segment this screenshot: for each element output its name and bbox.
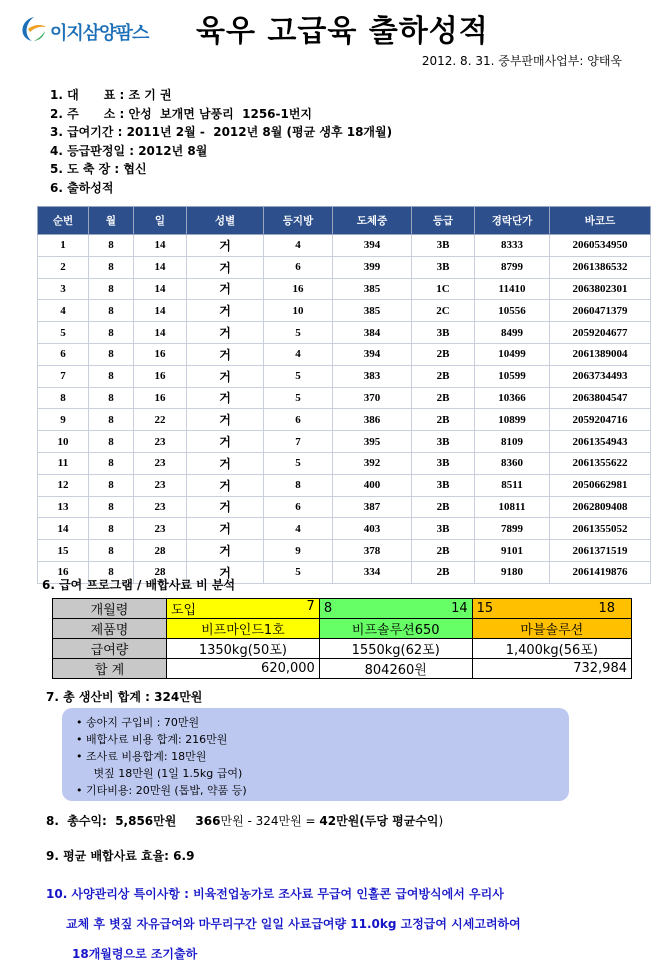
- age-end: 7: [306, 599, 315, 614]
- shipment-cell: 10: [264, 300, 333, 322]
- shipment-cell: 1: [38, 235, 89, 257]
- shipment-cell: 7: [38, 365, 89, 387]
- shipment-cell: 8: [89, 322, 134, 344]
- shipment-cell: 10599: [475, 365, 550, 387]
- age-start: 8: [323, 601, 333, 616]
- shipment-cell: 2061419876: [550, 561, 651, 583]
- shipment-cell: 2059204716: [550, 409, 651, 431]
- profit-net: 42만원(두당 평균수익: [319, 814, 439, 828]
- shipment-cell: 6: [264, 256, 333, 278]
- shipment-cell: 거: [187, 365, 264, 387]
- shipment-row: [38, 343, 651, 365]
- shipment-row: [38, 322, 651, 344]
- shipment-cell: 거: [187, 452, 264, 474]
- shipment-cell: 23: [134, 496, 187, 518]
- profit-close: ): [438, 814, 444, 828]
- shipment-cell: 8: [264, 474, 333, 496]
- shipment-cell: 23: [134, 518, 187, 540]
- shipment-cell: 8: [89, 409, 134, 431]
- info-feeding-period: 3. 급여기간 : 2011년 2월 - 2012년 8월 (평균 생후 18개월): [50, 125, 393, 139]
- feed-product-row: [53, 619, 632, 639]
- shipment-cell: 9: [38, 409, 89, 431]
- shipment-cell: 7899: [475, 518, 550, 540]
- shipment-cell: 14: [38, 518, 89, 540]
- shipment-cell: 2060534950: [550, 235, 651, 257]
- shipment-cell: 28: [134, 540, 187, 562]
- cost-breakdown-box: [62, 708, 569, 801]
- farm-info: [50, 86, 392, 197]
- shipment-cell: 392: [333, 452, 412, 474]
- cost-line: • 배합사료 비용 합계: 216만원: [76, 733, 228, 746]
- shipment-cell: 2B: [412, 343, 475, 365]
- shipment-cell: 16: [264, 278, 333, 300]
- profit-formula: 만원 - 324만원 =: [220, 814, 320, 828]
- shipment-cell: 399: [333, 256, 412, 278]
- logo-text: 이지삼양팜스: [50, 23, 149, 44]
- shipment-cell: 394: [333, 343, 412, 365]
- shipment-cell: 12: [38, 474, 89, 496]
- shipment-cell: 2B: [412, 540, 475, 562]
- shipment-cell: 403: [333, 518, 412, 540]
- shipment-cell: 2061371519: [550, 540, 651, 562]
- shipment-cell: 8109: [475, 431, 550, 453]
- shipment-cell: 2060471379: [550, 300, 651, 322]
- shipment-cell: 23: [134, 474, 187, 496]
- shipment-cell: 2C: [412, 300, 475, 322]
- shipment-cell: 16: [38, 561, 89, 583]
- shipment-cell: 10811: [475, 496, 550, 518]
- shipment-cell: 2059204677: [550, 322, 651, 344]
- shipment-cell: 386: [333, 409, 412, 431]
- shipment-row: [38, 431, 651, 453]
- shipment-cell: 400: [333, 474, 412, 496]
- shipment-cell: 384: [333, 322, 412, 344]
- shipment-cell: 14: [134, 256, 187, 278]
- shipment-cell: 거: [187, 518, 264, 540]
- shipment-cell: 10499: [475, 343, 550, 365]
- shipment-cell: 4: [264, 518, 333, 540]
- shipment-cell: 5: [264, 561, 333, 583]
- shipment-cell: 5: [264, 322, 333, 344]
- col-header: 성별: [187, 207, 264, 235]
- shipment-cell: 2062809408: [550, 496, 651, 518]
- shipment-cell: 8: [89, 235, 134, 257]
- shipment-row: [38, 409, 651, 431]
- shipment-cell: 3B: [412, 452, 475, 474]
- shipment-cell: 2063804547: [550, 387, 651, 409]
- shipment-cell: 4: [264, 343, 333, 365]
- shipment-cell: 8333: [475, 235, 550, 257]
- shipment-cell: 2061354943: [550, 431, 651, 453]
- shipment-table: [37, 206, 651, 584]
- shipment-cell: 3B: [412, 256, 475, 278]
- shipment-cell: 9: [264, 540, 333, 562]
- shipment-cell: 22: [134, 409, 187, 431]
- shipment-cell: 8: [89, 256, 134, 278]
- shipment-cell: 2: [38, 256, 89, 278]
- shipment-cell: 3B: [412, 431, 475, 453]
- col-header: 바코드: [550, 207, 651, 235]
- col-header: 경락단가: [475, 207, 550, 235]
- shipment-cell: 14: [134, 235, 187, 257]
- age-end: 14: [451, 601, 468, 616]
- cost-line: • 기타비용: 20만원 (톱밥, 약품 등): [76, 784, 247, 797]
- shipment-cell: 거: [187, 540, 264, 562]
- shipment-cell: 5: [264, 452, 333, 474]
- info-grading-date: 4. 등급판정일 : 2012년 8월: [50, 143, 208, 158]
- shipment-cell: 8511: [475, 474, 550, 496]
- shipment-cell: 23: [134, 431, 187, 453]
- shipment-cell: 8: [89, 496, 134, 518]
- shipment-cell: 거: [187, 474, 264, 496]
- shipment-cell: 16: [134, 387, 187, 409]
- shipment-cell: 9180: [475, 561, 550, 583]
- shipment-cell: 5: [38, 322, 89, 344]
- shipment-row: [38, 540, 651, 562]
- shipment-cell: 거: [187, 300, 264, 322]
- shipment-cell: 9101: [475, 540, 550, 562]
- shipment-cell: 8: [89, 365, 134, 387]
- shipment-cell: 2B: [412, 409, 475, 431]
- shipment-cell: 14: [134, 300, 187, 322]
- shipment-cell: 7: [264, 431, 333, 453]
- shipment-cell: 394: [333, 235, 412, 257]
- info-representative: 1. 대 표 : 조 기 권: [50, 88, 172, 102]
- shipment-cell: 8: [89, 278, 134, 300]
- feed-amount-cell: 1350kg(50포): [167, 639, 320, 659]
- shipment-cell: 2061389004: [550, 343, 651, 365]
- age-start: 도입: [171, 603, 197, 618]
- shipment-cell: 8: [38, 387, 89, 409]
- shipment-cell: 8499: [475, 322, 550, 344]
- shipment-cell: 거: [187, 496, 264, 518]
- shipment-cell: 거: [187, 235, 264, 257]
- shipment-cell: 385: [333, 278, 412, 300]
- feed-age-cell: [167, 599, 320, 619]
- shipment-cell: 14: [134, 322, 187, 344]
- cost-line: • 조사료 비용합계: 18만원: [76, 750, 207, 763]
- cost-line: 볏짚 18만원 (1일 1.5kg 급여): [76, 767, 243, 780]
- shipment-cell: 2B: [412, 365, 475, 387]
- shipment-cell: 8: [89, 343, 134, 365]
- feed-amount-label: 급여량: [53, 639, 167, 659]
- shipment-cell: 2061386532: [550, 256, 651, 278]
- shipment-cell: 14: [134, 278, 187, 300]
- shipment-cell: 16: [134, 365, 187, 387]
- total-cost-heading: 7. 총 생산비 합계 : 324만원: [46, 690, 203, 704]
- shipment-row: [38, 300, 651, 322]
- shipment-cell: 6: [38, 343, 89, 365]
- total-profit-line: [46, 812, 443, 829]
- feed-amount-cell: 1,400kg(56포): [472, 639, 631, 659]
- shipment-cell: 8: [89, 518, 134, 540]
- report-date-author: 2012. 8. 31. 중부판매사업부: 양태욱: [421, 54, 622, 68]
- shipment-cell: 10366: [475, 387, 550, 409]
- page-title: 육우 고급육 출하성적: [196, 14, 489, 49]
- age-start: 15: [476, 601, 494, 616]
- special-note-line: 10. 사양관리상 특이사항 : 비육전업농가로 조사료 무급여 인홀콘 급여방식에서 우리사: [46, 887, 504, 901]
- feed-total-cell: 620,000: [167, 659, 320, 679]
- shipment-row: [38, 235, 651, 257]
- shipment-cell: 8: [89, 452, 134, 474]
- shipment-cell: 15: [38, 540, 89, 562]
- shipment-row: [38, 496, 651, 518]
- shipment-cell: 3: [38, 278, 89, 300]
- feed-efficiency-line: 9. 평균 배합사료 효율: 6.9: [46, 849, 195, 863]
- profit-revenue: 366: [195, 814, 221, 828]
- col-header: 등급: [412, 207, 475, 235]
- shipment-row: [38, 452, 651, 474]
- feed-program-heading: 6. 급여 프로그램 / 배합사료 비 분석: [42, 578, 236, 592]
- shipment-cell: 387: [333, 496, 412, 518]
- shipment-cell: 2061355622: [550, 452, 651, 474]
- company-logo: [14, 10, 164, 50]
- shipment-cell: 2063734493: [550, 365, 651, 387]
- col-header: 도체중: [333, 207, 412, 235]
- shipment-cell: 거: [187, 387, 264, 409]
- shipment-row: [38, 387, 651, 409]
- shipment-cell: 5: [264, 387, 333, 409]
- shipment-row: [38, 474, 651, 496]
- feed-total-cell: 804260원: [319, 659, 472, 679]
- shipment-row: [38, 365, 651, 387]
- shipment-cell: 2B: [412, 561, 475, 583]
- feed-product-cell: 마블솔루션: [472, 619, 631, 639]
- shipment-cell: 395: [333, 431, 412, 453]
- shipment-cell: 3B: [412, 235, 475, 257]
- shipment-cell: 4: [38, 300, 89, 322]
- shipment-cell: 2B: [412, 496, 475, 518]
- shipment-cell: 8: [89, 474, 134, 496]
- shipment-cell: 385: [333, 300, 412, 322]
- shipment-cell: 거: [187, 343, 264, 365]
- shipment-cell: 6: [264, 409, 333, 431]
- shipment-cell: 2050662981: [550, 474, 651, 496]
- shipment-cell: 3B: [412, 474, 475, 496]
- col-header: 일: [134, 207, 187, 235]
- shipment-row: [38, 278, 651, 300]
- info-address: 2. 주 소 : 안성 보개면 남풍리 1256-1번지: [50, 106, 313, 121]
- cost-line: • 송아지 구입비 : 70만원: [76, 716, 200, 729]
- shipment-cell: 8: [89, 300, 134, 322]
- feed-total-cell: 732,984: [472, 659, 631, 679]
- feed-age-cell: [319, 599, 472, 619]
- shipment-cell: 10556: [475, 300, 550, 322]
- shipment-cell: 334: [333, 561, 412, 583]
- shipment-cell: 2061355052: [550, 518, 651, 540]
- feed-amount-cell: 1550kg(62포): [319, 639, 472, 659]
- shipment-cell: 거: [187, 256, 264, 278]
- shipment-row: [38, 256, 651, 278]
- shipment-cell: 28: [134, 561, 187, 583]
- shipment-cell: 8: [89, 387, 134, 409]
- info-slaughterhouse: 5. 도 축 장 : 협신: [50, 162, 147, 176]
- shipment-cell: 거: [187, 409, 264, 431]
- shipment-header-row: [38, 207, 651, 235]
- special-note-line: 교체 후 볏짚 자유급여와 마무리구간 일일 사료급여량 11.0kg 고정급여 시세고려하여: [66, 917, 521, 931]
- shipment-cell: 5: [264, 365, 333, 387]
- shipment-cell: 370: [333, 387, 412, 409]
- shipment-cell: 거: [187, 278, 264, 300]
- feed-age-cell: [472, 599, 631, 619]
- shipment-cell: 10: [38, 431, 89, 453]
- feed-program-table: [52, 598, 632, 679]
- shipment-cell: 8360: [475, 452, 550, 474]
- shipment-cell: 8: [89, 540, 134, 562]
- feed-age-row: [53, 599, 632, 619]
- feed-product-label: 제품명: [53, 619, 167, 639]
- profit-label: 8. 총수익: 5,856만원: [46, 814, 177, 828]
- shipment-cell: 4: [264, 235, 333, 257]
- shipment-cell: 6: [264, 496, 333, 518]
- shipment-cell: 8799: [475, 256, 550, 278]
- col-header: 월: [89, 207, 134, 235]
- feed-total-label: 합 계: [53, 659, 167, 679]
- shipment-cell: 10899: [475, 409, 550, 431]
- shipment-cell: 11410: [475, 278, 550, 300]
- special-note-line: 18개월령으로 조기출하: [72, 947, 198, 961]
- shipment-cell: 거: [187, 431, 264, 453]
- shipment-cell: 11: [38, 452, 89, 474]
- shipment-cell: 8: [89, 561, 134, 583]
- feed-amount-row: [53, 639, 632, 659]
- info-shipment-heading: 6. 출하성적: [50, 180, 114, 195]
- col-header: 순번: [38, 207, 89, 235]
- shipment-cell: 3B: [412, 322, 475, 344]
- col-header: 등지방: [264, 207, 333, 235]
- shipment-cell: 378: [333, 540, 412, 562]
- shipment-cell: 거: [187, 322, 264, 344]
- shipment-cell: 16: [134, 343, 187, 365]
- feed-age-label: 개월령: [53, 599, 167, 619]
- feed-total-row: [53, 659, 632, 679]
- shipment-row: [38, 518, 651, 540]
- age-end: 18: [598, 601, 615, 616]
- shipment-cell: 거: [187, 561, 264, 583]
- shipment-cell: 2B: [412, 387, 475, 409]
- shipment-cell: 383: [333, 365, 412, 387]
- shipment-cell: 3B: [412, 518, 475, 540]
- shipment-cell: 2063802301: [550, 278, 651, 300]
- feed-product-cell: 비프솔루션650: [319, 619, 472, 639]
- shipment-cell: 23: [134, 452, 187, 474]
- shipment-cell: 1C: [412, 278, 475, 300]
- shipment-cell: 8: [89, 431, 134, 453]
- logo-mark-icon: [14, 12, 48, 46]
- special-notes: [46, 879, 636, 969]
- feed-product-cell: 비프마인드1호: [167, 619, 320, 639]
- shipment-cell: 13: [38, 496, 89, 518]
